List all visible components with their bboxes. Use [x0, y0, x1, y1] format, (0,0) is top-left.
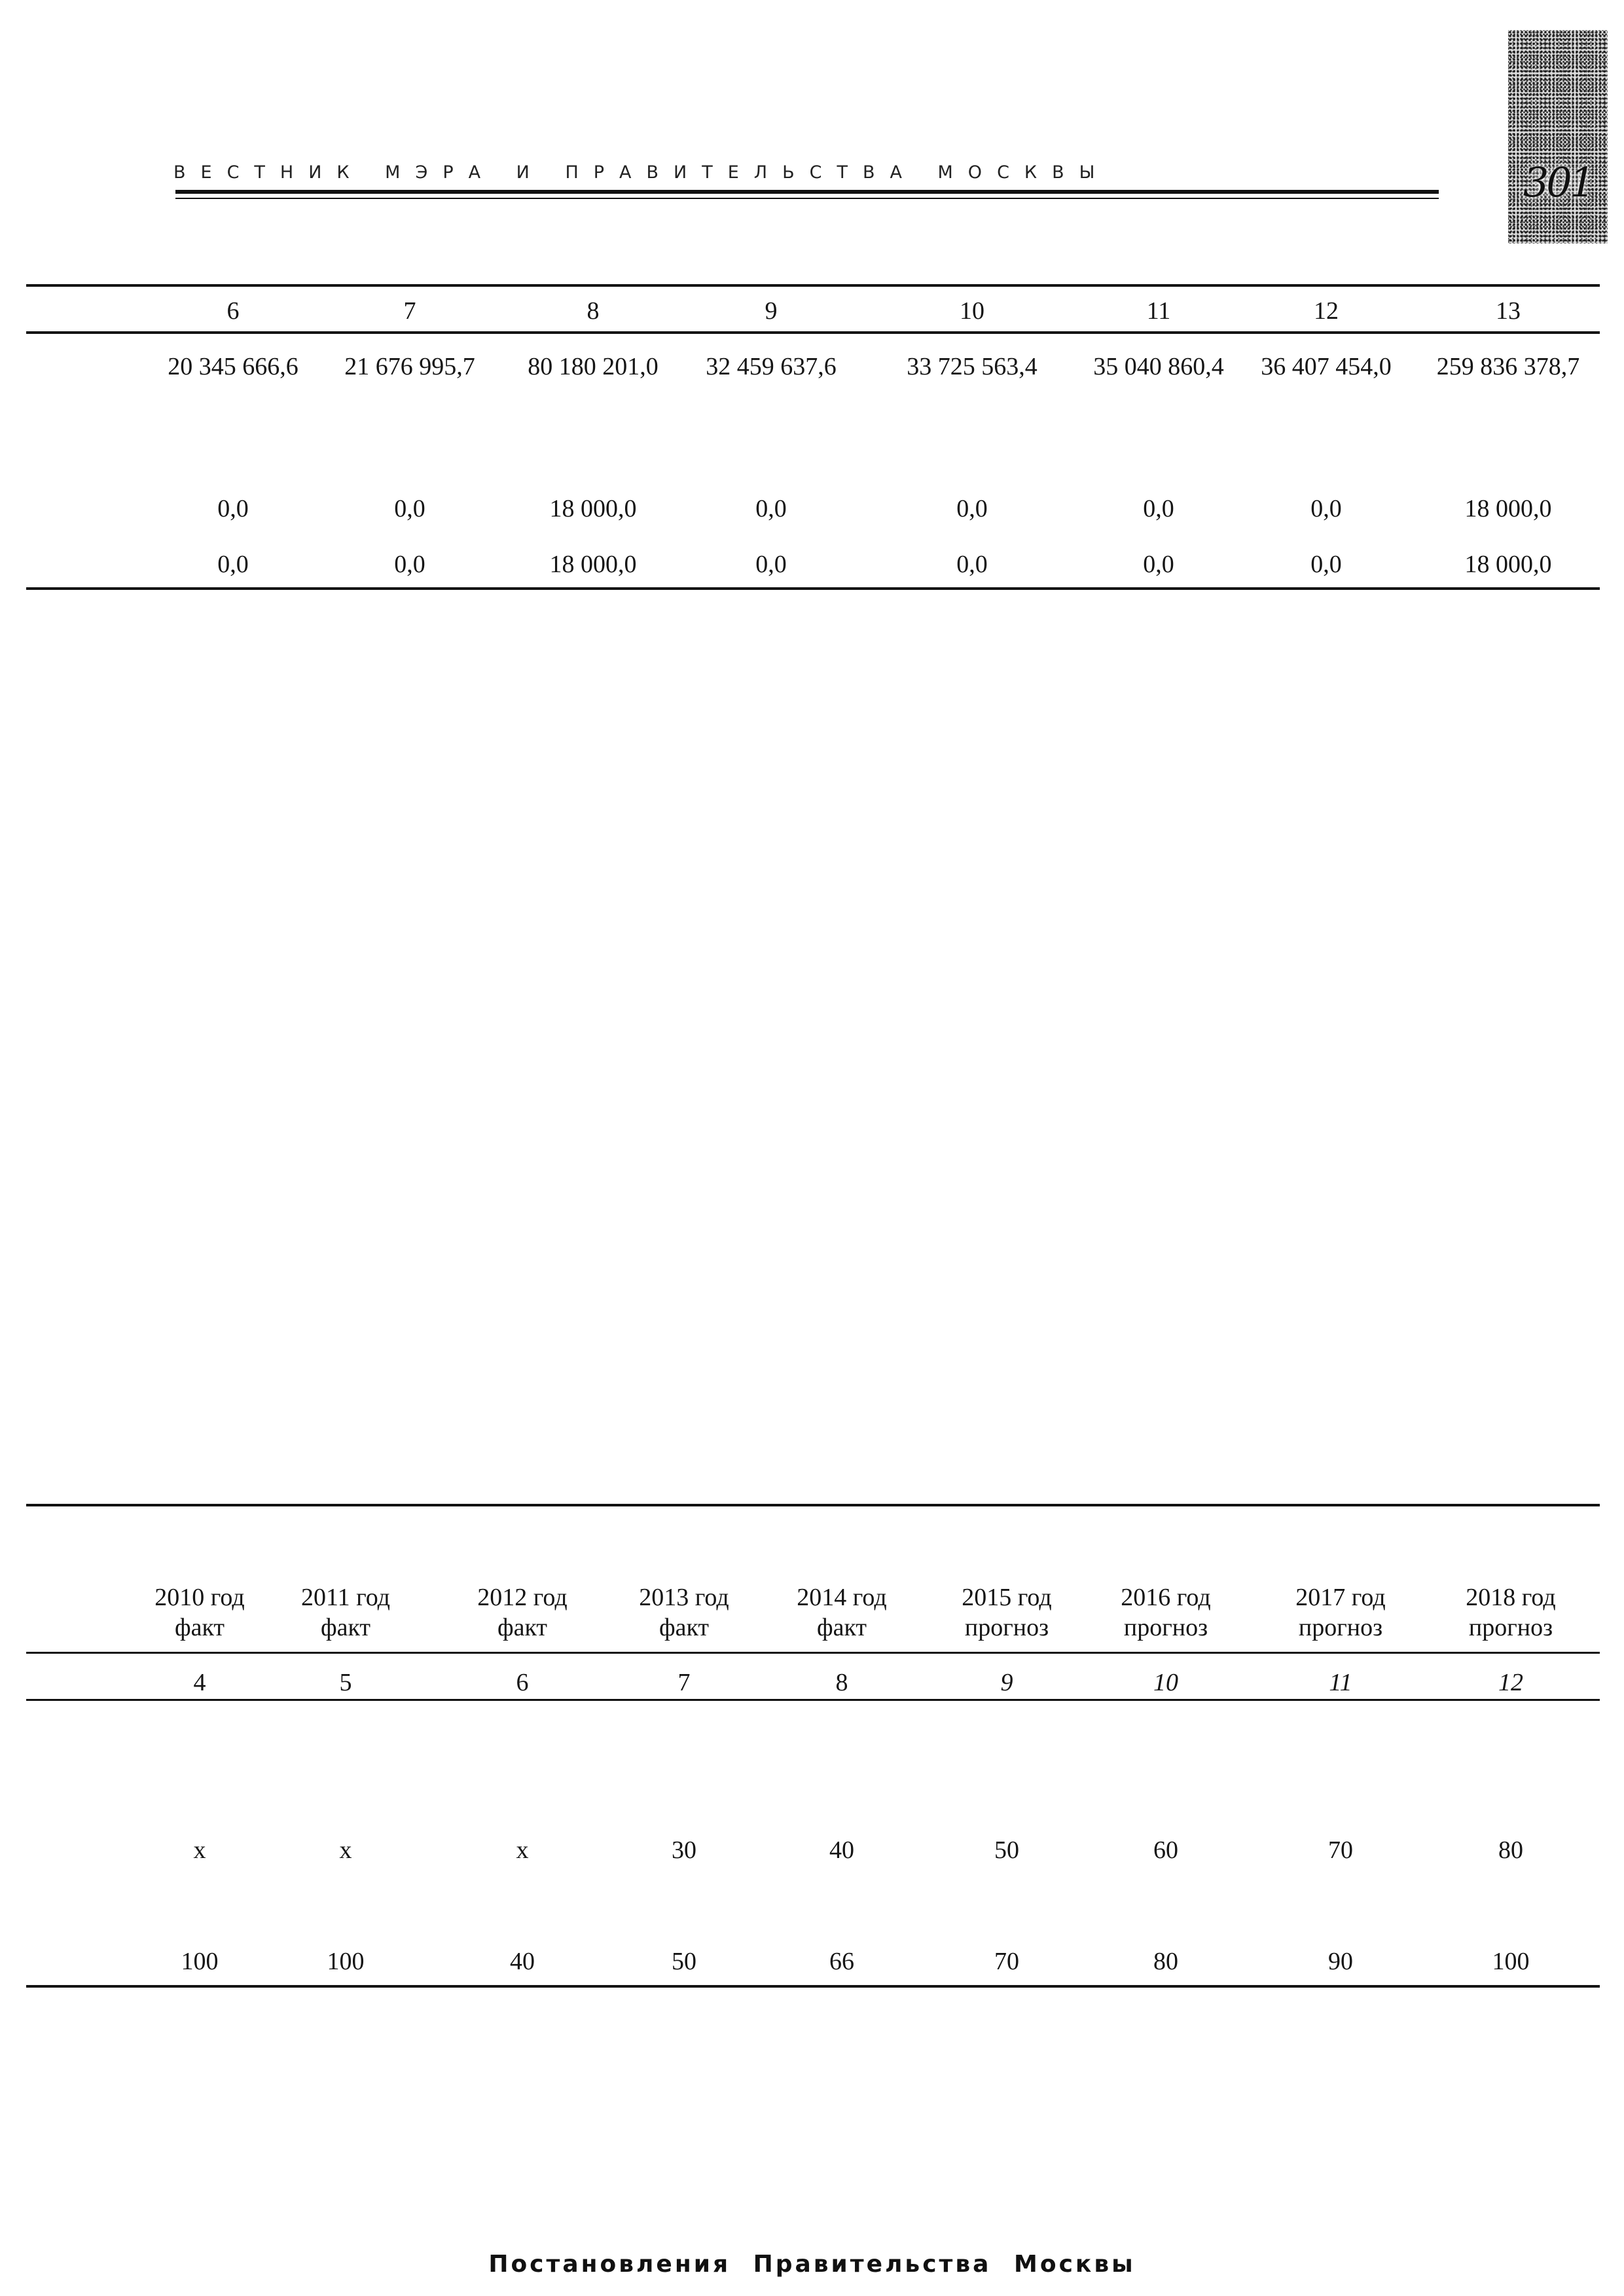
table-2-colnum: 12: [1498, 1669, 1523, 1696]
table-2-header-rule: [26, 1652, 1600, 1654]
table-1-cell: 0,0: [394, 495, 425, 522]
table-2-cell: 40: [829, 1836, 854, 1864]
page-number: 301: [1523, 158, 1593, 206]
table-1-cell: 80 180 201,0: [528, 353, 659, 380]
table-1-cell: 18 000,0: [1464, 551, 1552, 578]
year-header: [267, 1582, 424, 1643]
table-1-cell: 33 725 563,4: [907, 353, 1038, 380]
year-header-year: 2018 год: [1466, 1584, 1556, 1611]
table-2-colnum: 10: [1153, 1669, 1178, 1696]
year-header-year: 2017 год: [1295, 1584, 1386, 1611]
table-2-colnum: 6: [516, 1669, 529, 1696]
year-header-kind: прогноз: [964, 1614, 1049, 1641]
table-1-colnum: 13: [1496, 297, 1521, 325]
table-2-cell: х: [516, 1836, 529, 1864]
table-2-cell: 100: [327, 1948, 365, 1975]
table-1-cell: 0,0: [217, 551, 249, 578]
table-1-cell: 36 407 454,0: [1261, 353, 1392, 380]
year-header: [121, 1582, 278, 1643]
table-1-cell: 0,0: [956, 495, 988, 522]
header-rule: [175, 190, 1439, 194]
page-number-badge: [1508, 30, 1608, 244]
table-1-colnum: 9: [765, 297, 778, 325]
table-2-cell: 50: [994, 1836, 1019, 1864]
table-2-cell: 60: [1153, 1836, 1178, 1864]
year-header-kind: прогноз: [1123, 1614, 1208, 1641]
table-1-cell: 18 000,0: [549, 495, 637, 522]
table-2-colnum: 8: [835, 1669, 848, 1696]
year-header: [1262, 1582, 1419, 1643]
table-1-cell: 0,0: [217, 495, 249, 522]
table-2-cell: 40: [510, 1948, 535, 1975]
table-1-cell: 21 676 995,7: [344, 353, 475, 380]
year-header-year: 2011 год: [301, 1584, 390, 1611]
table-1-cell: 35 040 860,4: [1093, 353, 1224, 380]
table-2-cell: 80: [1498, 1836, 1523, 1864]
table-1-cell: 0,0: [755, 551, 787, 578]
header-rule-thin: [175, 198, 1439, 199]
table-1-cell: 259 836 378,7: [1436, 353, 1580, 380]
table-2-cell: 66: [829, 1948, 854, 1975]
table-1-cell: 18 000,0: [549, 551, 637, 578]
year-header: [763, 1582, 920, 1643]
year-header-year: 2015 год: [962, 1584, 1052, 1611]
table-1-cell: 20 345 666,6: [168, 353, 298, 380]
year-header-kind: прогноз: [1298, 1614, 1383, 1641]
year-header: [928, 1582, 1085, 1643]
section-footer: Постановления Правительства Москвы: [488, 2251, 1136, 2278]
table-2-top-rule: [26, 1504, 1600, 1506]
table-1-bottom-rule: [26, 587, 1600, 590]
table-2-cell: 70: [994, 1948, 1019, 1975]
table-1-cell: 32 459 637,6: [706, 353, 837, 380]
year-header-year: 2016 год: [1121, 1584, 1211, 1611]
table-2-bottom-rule: [26, 1985, 1600, 1988]
year-header: [444, 1582, 601, 1643]
year-header-kind: факт: [320, 1614, 371, 1641]
table-1-colnum: 10: [960, 297, 984, 325]
table-1-cell: 0,0: [956, 551, 988, 578]
table-2-cell: 80: [1153, 1948, 1178, 1975]
table-2-cell: 50: [672, 1948, 696, 1975]
table-2-colnum: 7: [677, 1669, 691, 1696]
year-header-kind: факт: [816, 1614, 867, 1641]
table-2-colnum: 4: [193, 1669, 206, 1696]
table-1-cell: 18 000,0: [1464, 495, 1552, 522]
year-header-kind: факт: [659, 1614, 710, 1641]
year-header: [1087, 1582, 1244, 1643]
table-1-colnum: 6: [226, 297, 240, 325]
table-1-colnum: 11: [1146, 297, 1171, 325]
table-2-colnum-rule: [26, 1699, 1600, 1701]
table-1-cell: 0,0: [1143, 551, 1174, 578]
year-header: [1432, 1582, 1589, 1643]
table-2-colnum: 5: [339, 1669, 352, 1696]
year-header-year: 2012 год: [477, 1584, 568, 1611]
table-1-cell: 0,0: [1143, 495, 1174, 522]
table-2-cell: 100: [1492, 1948, 1530, 1975]
table-2-cell: 90: [1328, 1948, 1353, 1975]
year-header-year: 2014 год: [797, 1584, 887, 1611]
table-1-cell: 0,0: [755, 495, 787, 522]
table-2-cell: 30: [672, 1836, 696, 1864]
journal-title: ВЕСТНИК МЭРА И ПРАВИТЕЛЬСТВА МОСКВЫ: [173, 162, 1110, 183]
table-2-colnum: 9: [1000, 1669, 1013, 1696]
table-1-colnum: 7: [403, 297, 416, 325]
year-header-year: 2013 год: [639, 1584, 729, 1611]
table-1-colnum: 12: [1314, 297, 1339, 325]
year-header: [605, 1582, 763, 1643]
table-2-cell: 100: [181, 1948, 219, 1975]
year-header-kind: факт: [174, 1614, 225, 1641]
table-2-cell: 70: [1328, 1836, 1353, 1864]
year-header-kind: факт: [497, 1614, 548, 1641]
table-2-cell: х: [193, 1836, 206, 1864]
table-1-cell: 0,0: [1310, 551, 1342, 578]
table-2-cell: х: [339, 1836, 352, 1864]
table-1-cell: 0,0: [394, 551, 425, 578]
table-1-cell: 0,0: [1310, 495, 1342, 522]
year-header-kind: прогноз: [1468, 1614, 1553, 1641]
table-1-top-rule: [26, 284, 1600, 287]
table-1-colnum: 8: [586, 297, 600, 325]
year-header-year: 2010 год: [154, 1584, 245, 1611]
table-2-colnum: 11: [1329, 1669, 1352, 1696]
table-1-header-rule: [26, 331, 1600, 334]
